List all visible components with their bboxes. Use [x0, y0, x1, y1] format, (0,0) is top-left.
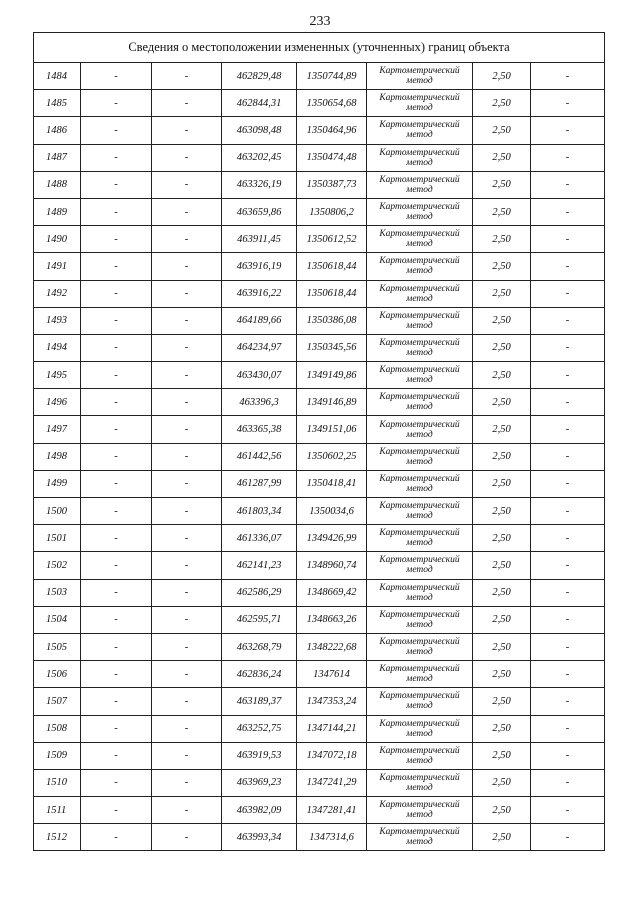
cell-dash: -	[81, 606, 152, 633]
table-row	[34, 63, 605, 90]
coordinate-y: 1350386,08	[297, 307, 367, 334]
accuracy: 2,50	[473, 253, 531, 280]
method-text: Картометрический метод	[379, 772, 460, 793]
accuracy: 2,50	[473, 443, 531, 470]
table-row	[34, 579, 605, 606]
coordinate-x: 461442,56	[222, 443, 297, 470]
point-number: 1495	[34, 362, 81, 389]
point-number: 1491	[34, 253, 81, 280]
method-text: Картометрический метод	[379, 528, 460, 549]
point-number: 1503	[34, 579, 81, 606]
cell-dash: -	[531, 552, 605, 579]
table-row	[34, 171, 605, 198]
point-number: 1509	[34, 742, 81, 769]
coordinate-x: 463969,23	[222, 769, 297, 796]
coordinate-x: 462844,31	[222, 90, 297, 117]
accuracy: 2,50	[473, 797, 531, 824]
cell-dash: -	[152, 742, 222, 769]
accuracy: 2,50	[473, 63, 531, 90]
determination-method	[367, 144, 473, 171]
determination-method	[367, 63, 473, 90]
accuracy: 2,50	[473, 498, 531, 525]
cell-dash: -	[81, 307, 152, 334]
coordinate-y: 1347241,29	[297, 769, 367, 796]
coordinate-x: 463919,53	[222, 742, 297, 769]
coordinate-x: 463252,75	[222, 715, 297, 742]
cell-dash: -	[152, 280, 222, 307]
table-row	[34, 226, 605, 253]
method-text: Картометрический метод	[379, 609, 460, 630]
coordinate-y: 1350464,96	[297, 117, 367, 144]
table-row	[34, 198, 605, 225]
cell-dash: -	[81, 280, 152, 307]
section-title: Сведения о местоположении измененных (уточненных) границ объекта	[34, 33, 605, 63]
point-number: 1489	[34, 198, 81, 225]
method-text: Картометрический метод	[379, 800, 460, 821]
point-number: 1498	[34, 443, 81, 470]
determination-method	[367, 226, 473, 253]
accuracy: 2,50	[473, 117, 531, 144]
table-row	[34, 688, 605, 715]
cell-dash: -	[81, 416, 152, 443]
cell-dash: -	[81, 633, 152, 660]
method-text: Картометрический метод	[379, 664, 460, 685]
method-text: Картометрический метод	[379, 446, 460, 467]
accuracy: 2,50	[473, 715, 531, 742]
coordinate-y: 1348222,68	[297, 633, 367, 660]
cell-dash: -	[152, 552, 222, 579]
coordinate-x: 463268,79	[222, 633, 297, 660]
coordinate-y: 1347314,6	[297, 824, 367, 851]
cell-dash: -	[531, 688, 605, 715]
determination-method	[367, 253, 473, 280]
determination-method	[367, 443, 473, 470]
method-text: Картометрический метод	[379, 147, 460, 168]
table-row	[34, 362, 605, 389]
method-text: Картометрический метод	[379, 93, 460, 114]
coordinate-x: 463430,07	[222, 362, 297, 389]
coordinate-x: 462141,23	[222, 552, 297, 579]
cell-dash: -	[531, 498, 605, 525]
coordinate-y: 1347353,24	[297, 688, 367, 715]
cell-dash: -	[152, 144, 222, 171]
method-text: Картометрический метод	[379, 174, 460, 195]
table-row	[34, 470, 605, 497]
determination-method	[367, 715, 473, 742]
point-number: 1504	[34, 606, 81, 633]
coordinate-y: 1350744,89	[297, 63, 367, 90]
coordinate-x: 462586,29	[222, 579, 297, 606]
method-text: Картометрический метод	[379, 637, 460, 658]
coordinate-x: 463916,19	[222, 253, 297, 280]
coordinate-x: 463993,34	[222, 824, 297, 851]
coordinate-x: 463982,09	[222, 797, 297, 824]
determination-method	[367, 280, 473, 307]
cell-dash: -	[81, 334, 152, 361]
cell-dash: -	[531, 824, 605, 851]
determination-method	[367, 688, 473, 715]
accuracy: 2,50	[473, 552, 531, 579]
determination-method	[367, 824, 473, 851]
determination-method	[367, 797, 473, 824]
accuracy: 2,50	[473, 334, 531, 361]
point-number: 1488	[34, 171, 81, 198]
accuracy: 2,50	[473, 606, 531, 633]
cell-dash: -	[531, 389, 605, 416]
method-text: Картометрический метод	[379, 337, 460, 358]
coordinate-y: 1350806,2	[297, 198, 367, 225]
cell-dash: -	[152, 633, 222, 660]
accuracy: 2,50	[473, 171, 531, 198]
cell-dash: -	[531, 525, 605, 552]
point-number: 1505	[34, 633, 81, 660]
determination-method	[367, 525, 473, 552]
cell-dash: -	[81, 797, 152, 824]
cell-dash: -	[152, 606, 222, 633]
determination-method	[367, 416, 473, 443]
coordinate-y: 1350418,41	[297, 470, 367, 497]
cell-dash: -	[152, 661, 222, 688]
table-row	[34, 117, 605, 144]
cell-dash: -	[152, 824, 222, 851]
table-row	[34, 416, 605, 443]
determination-method	[367, 198, 473, 225]
cell-dash: -	[152, 171, 222, 198]
cell-dash: -	[152, 769, 222, 796]
accuracy: 2,50	[473, 144, 531, 171]
method-text: Картометрический метод	[379, 202, 460, 223]
coordinate-x: 461803,34	[222, 498, 297, 525]
determination-method	[367, 117, 473, 144]
coordinate-y: 1347072,18	[297, 742, 367, 769]
table-row	[34, 334, 605, 361]
method-text: Картометрический метод	[379, 827, 460, 848]
cell-dash: -	[81, 579, 152, 606]
accuracy: 2,50	[473, 579, 531, 606]
cell-dash: -	[531, 443, 605, 470]
coordinate-y: 1350654,68	[297, 90, 367, 117]
cell-dash: -	[81, 117, 152, 144]
cell-dash: -	[81, 226, 152, 253]
table-row	[34, 797, 605, 824]
table-row	[34, 742, 605, 769]
cell-dash: -	[81, 90, 152, 117]
cell-dash: -	[531, 661, 605, 688]
cell-dash: -	[152, 416, 222, 443]
coordinate-y: 1350387,73	[297, 171, 367, 198]
table-row	[34, 389, 605, 416]
determination-method	[367, 470, 473, 497]
point-number: 1506	[34, 661, 81, 688]
point-number: 1510	[34, 769, 81, 796]
determination-method	[367, 633, 473, 660]
cell-dash: -	[531, 579, 605, 606]
coordinate-x: 461287,99	[222, 470, 297, 497]
determination-method	[367, 362, 473, 389]
cell-dash: -	[152, 443, 222, 470]
table-row	[34, 715, 605, 742]
point-number: 1484	[34, 63, 81, 90]
accuracy: 2,50	[473, 90, 531, 117]
coordinate-y: 1348669,42	[297, 579, 367, 606]
table-row	[34, 443, 605, 470]
cell-dash: -	[152, 797, 222, 824]
method-text: Картометрический метод	[379, 365, 460, 386]
accuracy: 2,50	[473, 280, 531, 307]
cell-dash: -	[152, 198, 222, 225]
determination-method	[367, 742, 473, 769]
accuracy: 2,50	[473, 824, 531, 851]
coordinate-x: 462829,48	[222, 63, 297, 90]
cell-dash: -	[81, 525, 152, 552]
point-number: 1507	[34, 688, 81, 715]
cell-dash: -	[531, 606, 605, 633]
cell-dash: -	[81, 552, 152, 579]
point-number: 1486	[34, 117, 81, 144]
cell-dash: -	[531, 280, 605, 307]
point-number: 1497	[34, 416, 81, 443]
cell-dash: -	[81, 715, 152, 742]
determination-method	[367, 552, 473, 579]
cell-dash: -	[531, 470, 605, 497]
coordinate-x: 463189,37	[222, 688, 297, 715]
coordinate-x: 464234,97	[222, 334, 297, 361]
determination-method	[367, 769, 473, 796]
coordinate-y: 1347614	[297, 661, 367, 688]
cell-dash: -	[81, 824, 152, 851]
cell-dash: -	[531, 307, 605, 334]
cell-dash: -	[81, 253, 152, 280]
table-row	[34, 606, 605, 633]
cell-dash: -	[81, 171, 152, 198]
table-row	[34, 307, 605, 334]
coordinate-x: 461336,07	[222, 525, 297, 552]
coordinate-x: 463202,45	[222, 144, 297, 171]
method-text: Картометрический метод	[379, 691, 460, 712]
accuracy: 2,50	[473, 661, 531, 688]
coordinate-x: 463916,22	[222, 280, 297, 307]
accuracy: 2,50	[473, 769, 531, 796]
cell-dash: -	[531, 117, 605, 144]
coordinate-y: 1350612,52	[297, 226, 367, 253]
coordinate-x: 463365,38	[222, 416, 297, 443]
method-text: Картометрический метод	[379, 120, 460, 141]
determination-method	[367, 389, 473, 416]
cell-dash: -	[152, 253, 222, 280]
table-row	[34, 90, 605, 117]
method-text: Картометрический метод	[379, 718, 460, 739]
point-number: 1501	[34, 525, 81, 552]
cell-dash: -	[81, 443, 152, 470]
coordinate-x: 463911,45	[222, 226, 297, 253]
cell-dash: -	[81, 63, 152, 90]
coordinate-y: 1348960,74	[297, 552, 367, 579]
cell-dash: -	[152, 525, 222, 552]
accuracy: 2,50	[473, 226, 531, 253]
point-number: 1502	[34, 552, 81, 579]
cell-dash: -	[81, 389, 152, 416]
coordinate-y: 1350345,56	[297, 334, 367, 361]
coordinate-y: 1349146,89	[297, 389, 367, 416]
cell-dash: -	[152, 470, 222, 497]
method-text: Картометрический метод	[379, 310, 460, 331]
cell-dash: -	[152, 63, 222, 90]
determination-method	[367, 498, 473, 525]
cell-dash: -	[152, 579, 222, 606]
cell-dash: -	[152, 334, 222, 361]
point-number: 1492	[34, 280, 81, 307]
table-row	[34, 498, 605, 525]
cell-dash: -	[81, 470, 152, 497]
table-row	[34, 280, 605, 307]
accuracy: 2,50	[473, 389, 531, 416]
coordinate-x: 464189,66	[222, 307, 297, 334]
cell-dash: -	[152, 498, 222, 525]
method-text: Картометрический метод	[379, 256, 460, 277]
determination-method	[367, 661, 473, 688]
cell-dash: -	[531, 90, 605, 117]
coordinate-y: 1348663,26	[297, 606, 367, 633]
method-text: Картометрический метод	[379, 473, 460, 494]
boundary-coordinates-table	[33, 32, 605, 851]
cell-dash: -	[152, 226, 222, 253]
accuracy: 2,50	[473, 525, 531, 552]
determination-method	[367, 606, 473, 633]
table-row	[34, 552, 605, 579]
point-number: 1490	[34, 226, 81, 253]
cell-dash: -	[81, 688, 152, 715]
accuracy: 2,50	[473, 742, 531, 769]
cell-dash: -	[531, 362, 605, 389]
coordinate-y: 1350474,48	[297, 144, 367, 171]
method-text: Картометрический метод	[379, 229, 460, 250]
cell-dash: -	[531, 226, 605, 253]
accuracy: 2,50	[473, 688, 531, 715]
page-number: 233	[309, 14, 331, 29]
cell-dash: -	[152, 90, 222, 117]
table-row	[34, 253, 605, 280]
point-number: 1512	[34, 824, 81, 851]
method-text: Картометрический метод	[379, 745, 460, 766]
determination-method	[367, 334, 473, 361]
coordinate-y: 1350602,25	[297, 443, 367, 470]
cell-dash: -	[81, 144, 152, 171]
coordinate-y: 1350618,44	[297, 280, 367, 307]
point-number: 1485	[34, 90, 81, 117]
method-text: Картометрический метод	[379, 392, 460, 413]
coordinate-y: 1347281,41	[297, 797, 367, 824]
cell-dash: -	[531, 253, 605, 280]
point-number: 1493	[34, 307, 81, 334]
table-row	[34, 661, 605, 688]
cell-dash: -	[531, 144, 605, 171]
table-title-row	[34, 33, 605, 63]
cell-dash: -	[531, 769, 605, 796]
cell-dash: -	[152, 389, 222, 416]
accuracy: 2,50	[473, 362, 531, 389]
cell-dash: -	[531, 63, 605, 90]
cell-dash: -	[531, 715, 605, 742]
table-row	[34, 824, 605, 851]
cell-dash: -	[152, 688, 222, 715]
cell-dash: -	[81, 769, 152, 796]
coordinate-x: 463659,86	[222, 198, 297, 225]
table-row	[34, 525, 605, 552]
cell-dash: -	[531, 797, 605, 824]
coordinate-x: 463396,3	[222, 389, 297, 416]
table-row	[34, 144, 605, 171]
point-number: 1511	[34, 797, 81, 824]
cell-dash: -	[81, 198, 152, 225]
cell-dash: -	[152, 362, 222, 389]
coordinate-y: 1350034,6	[297, 498, 367, 525]
cell-dash: -	[531, 198, 605, 225]
cell-dash: -	[81, 742, 152, 769]
cell-dash: -	[81, 661, 152, 688]
determination-method	[367, 90, 473, 117]
method-text: Картометрический метод	[379, 501, 460, 522]
method-text: Картометрический метод	[379, 582, 460, 603]
method-text: Картометрический метод	[379, 283, 460, 304]
coordinate-x: 463098,48	[222, 117, 297, 144]
determination-method	[367, 171, 473, 198]
coordinate-x: 462836,24	[222, 661, 297, 688]
method-text: Картометрический метод	[379, 419, 460, 440]
determination-method	[367, 307, 473, 334]
cell-dash: -	[81, 362, 152, 389]
point-number: 1487	[34, 144, 81, 171]
table-row	[34, 633, 605, 660]
coordinate-y: 1349149,86	[297, 362, 367, 389]
cell-dash: -	[531, 416, 605, 443]
cell-dash: -	[152, 117, 222, 144]
accuracy: 2,50	[473, 470, 531, 497]
cell-dash: -	[531, 171, 605, 198]
point-number: 1499	[34, 470, 81, 497]
coordinate-y: 1350618,44	[297, 253, 367, 280]
method-text: Картометрический метод	[379, 555, 460, 576]
coordinate-x: 462595,71	[222, 606, 297, 633]
accuracy: 2,50	[473, 198, 531, 225]
point-number: 1508	[34, 715, 81, 742]
point-number: 1500	[34, 498, 81, 525]
cell-dash: -	[531, 633, 605, 660]
point-number: 1496	[34, 389, 81, 416]
accuracy: 2,50	[473, 633, 531, 660]
point-number: 1494	[34, 334, 81, 361]
coordinate-y: 1349151,06	[297, 416, 367, 443]
cell-dash: -	[531, 742, 605, 769]
method-text: Картометрический метод	[379, 66, 460, 87]
coordinate-y: 1349426,99	[297, 525, 367, 552]
table-row	[34, 769, 605, 796]
coordinate-x: 463326,19	[222, 171, 297, 198]
accuracy: 2,50	[473, 307, 531, 334]
cell-dash: -	[81, 498, 152, 525]
coordinate-y: 1347144,21	[297, 715, 367, 742]
cell-dash: -	[152, 715, 222, 742]
cell-dash: -	[531, 334, 605, 361]
cell-dash: -	[152, 307, 222, 334]
determination-method	[367, 579, 473, 606]
accuracy: 2,50	[473, 416, 531, 443]
